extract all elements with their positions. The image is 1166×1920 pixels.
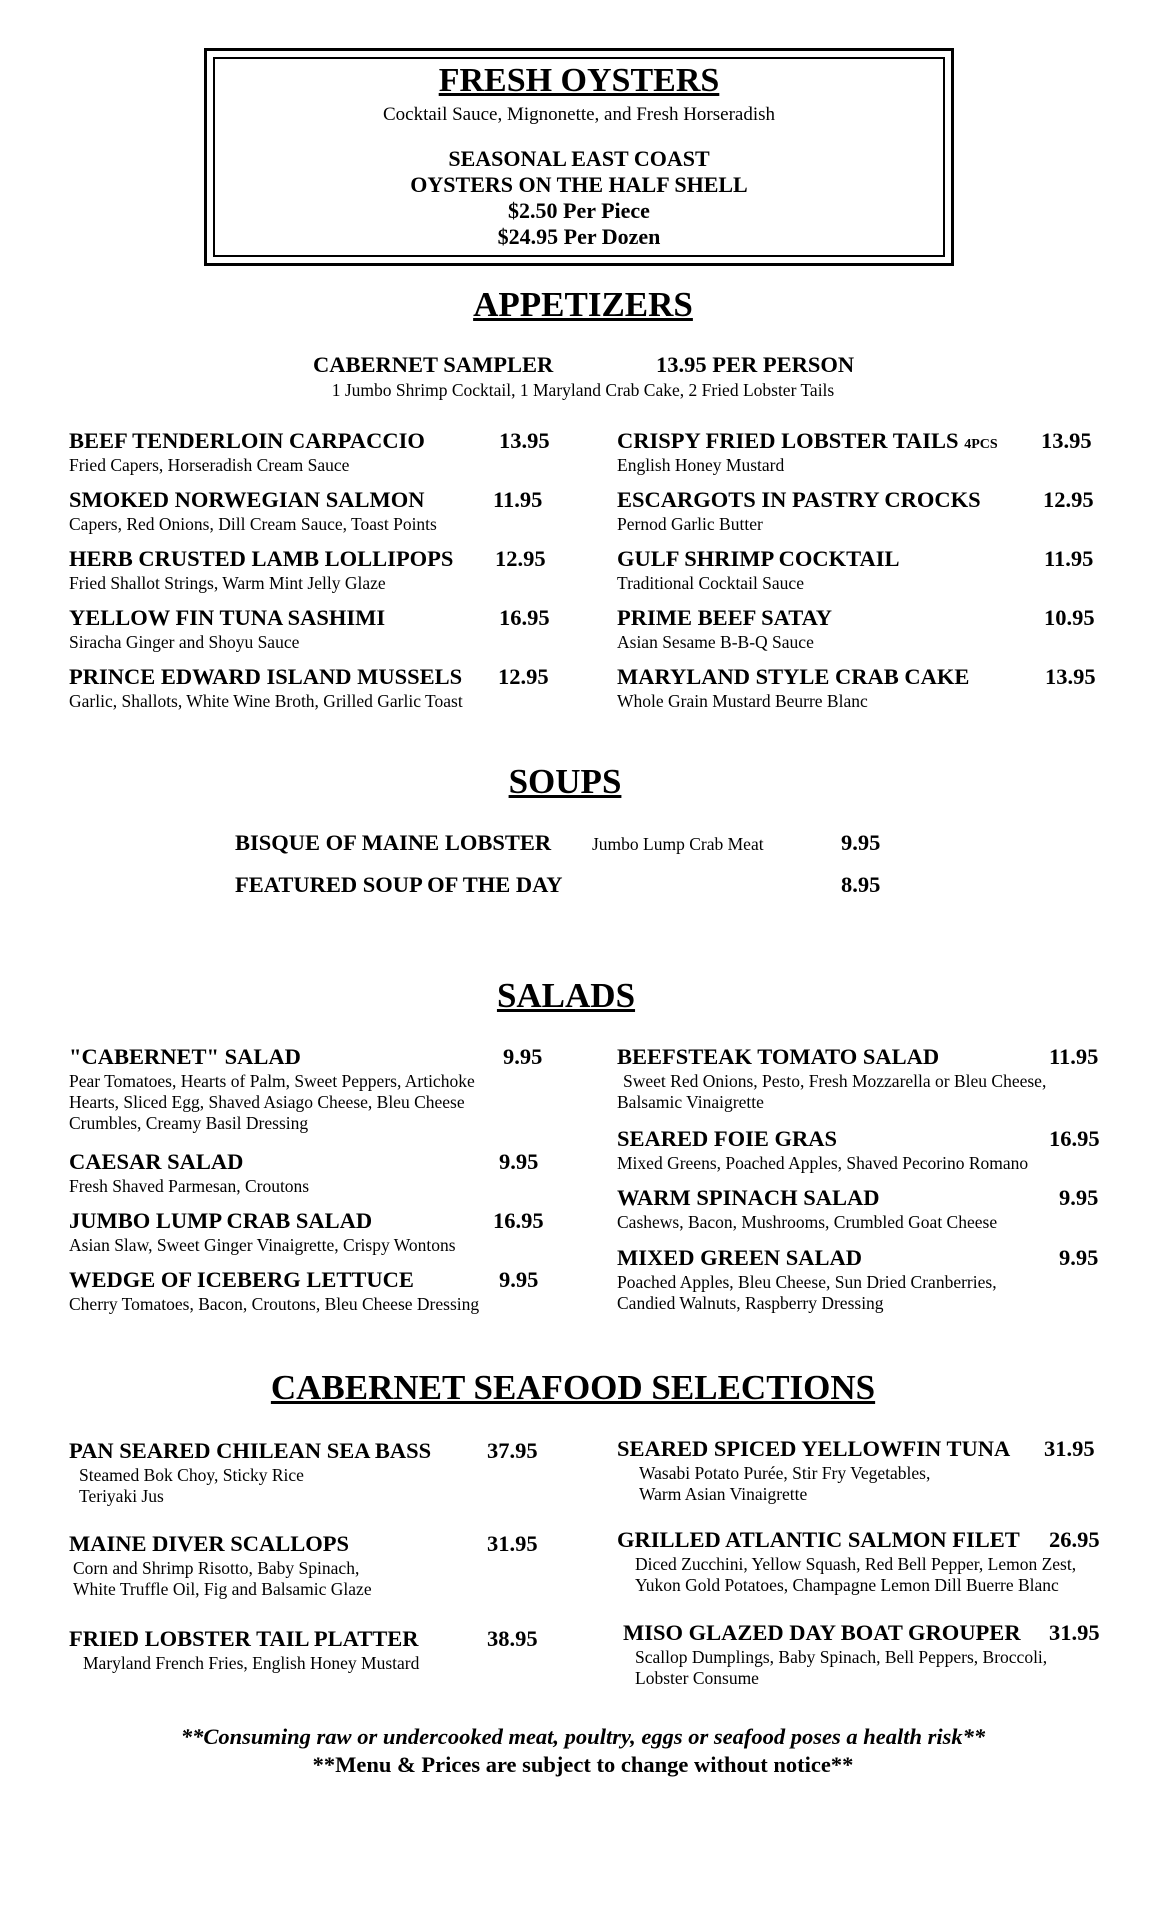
item-description: White Truffle Oil, Fig and Balsamic Glaze [73,1579,372,1599]
item-name: SEARED SPICED YELLOWFIN TUNA [617,1436,1011,1461]
item-description: English Honey Mustard [617,455,785,475]
item-name: SMOKED NORWEGIAN SALMON [69,487,425,512]
oysters-price-dozen: $24.95 Per Dozen [497,224,661,249]
sampler-price: 13.95 PER PERSON [656,352,855,377]
sampler-description: 1 Jumbo Shrimp Cocktail, 1 Maryland Crab Cake, 2 Fried Lobster Tails [331,380,835,400]
item-description: Hearts, Sliced Egg, Shaved Asiago Cheese, Bleu Cheese [69,1092,465,1112]
item-price: 9.95 [499,1149,539,1174]
item-description: Balsamic Vinaigrette [617,1092,764,1112]
item-description: Crumbles, Creamy Basil Dressing [69,1113,309,1133]
oysters-line2: OYSTERS ON THE HALF SHELL [410,172,748,197]
item-price: 38.95 [487,1626,538,1651]
item-description: Garlic, Shallots, White Wine Broth, Grilled Garlic Toast [69,691,463,711]
item-price: 9.95 [1059,1185,1099,1210]
item-price: 13.95 [1045,664,1096,689]
item-price: 12.95 [498,664,549,689]
item-price: 9.95 [1059,1245,1099,1270]
item-description: Fried Capers, Horseradish Cream Sauce [69,455,350,475]
item-description: Cashews, Bacon, Mushrooms, Crumbled Goat Cheese [617,1212,998,1232]
item-description: Candied Walnuts, Raspberry Dressing [617,1293,884,1313]
soup-price: 9.95 [841,830,881,855]
item-price: 13.95 [499,428,550,453]
oysters-title: FRESH OYSTERS [438,62,720,99]
item-name: HERB CRUSTED LAMB LOLLIPOPS [69,546,454,571]
item-description: Cherry Tomatoes, Bacon, Croutons, Bleu Cheese Dressing [69,1294,480,1314]
item-description: Maryland French Fries, English Honey Mustard [83,1653,420,1673]
salads-title: SALADS [496,976,636,1015]
item-price: 10.95 [1044,605,1095,630]
item-price: 16.95 [1049,1126,1100,1151]
item-price: 11.95 [493,487,543,512]
item-description: Asian Slaw, Sweet Ginger Vinaigrette, Crispy Wontons [69,1235,456,1255]
item-description: Whole Grain Mustard Beurre Blanc [617,691,868,711]
item-name: GRILLED ATLANTIC SALMON FILET [617,1527,1020,1552]
item-name: "CABERNET" SALAD [69,1044,301,1069]
item-description: Siracha Ginger and Shoyu Sauce [69,632,300,652]
item-description: Diced Zucchini, Yellow Squash, Red Bell Pepper, Lemon Zest, [635,1554,1077,1574]
soup-name: FEATURED SOUP OF THE DAY [235,872,563,897]
appetizers-title: APPETIZERS [473,285,693,324]
item-description: Fried Shallot Strings, Warm Mint Jelly Glaze [69,573,386,593]
sampler-name: CABERNET SAMPLER [313,352,554,377]
item-price: 11.95 [1049,1044,1099,1069]
soup-description: Jumbo Lump Crab Meat [592,834,764,854]
item-price: 9.95 [503,1044,543,1069]
item-description: Mixed Greens, Poached Apples, Shaved Pecorino Romano [617,1153,1029,1173]
seafood-title: CABERNET SEAFOOD SELECTIONS [270,1368,876,1407]
item-price: 31.95 [487,1531,538,1556]
health-warning: **Consuming raw or undercooked meat, poultry, eggs or seafood poses a health risk** [180,1724,986,1749]
item-description: Poached Apples, Bleu Cheese, Sun Dried Cranberries, [617,1272,997,1292]
item-name: CAESAR SALAD [69,1149,244,1174]
item-description: Wasabi Potato Purée, Stir Fry Vegetables, [639,1463,931,1483]
item-name: MIXED GREEN SALAD [617,1245,863,1270]
item-name: PAN SEARED CHILEAN SEA BASS [69,1438,432,1463]
price-notice: **Menu & Prices are subject to change without notice** [312,1752,854,1777]
item-description: Yukon Gold Potatoes, Champagne Lemon Dill Buerre Blanc [635,1575,1059,1595]
item-description: Asian Sesame B-B-Q Sauce [617,632,814,652]
item-description: Capers, Red Onions, Dill Cream Sauce, Toast Points [69,514,437,534]
soup-name: BISQUE OF MAINE LOBSTER [235,830,552,855]
item-description: Sweet Red Onions, Pesto, Fresh Mozzarella or Bleu Cheese, [623,1071,1047,1091]
item-description: Traditional Cocktail Sauce [617,573,804,593]
item-name: WARM SPINACH SALAD [617,1185,880,1210]
item-description: Scallop Dumplings, Baby Spinach, Bell Peppers, Broccoli, [635,1647,1048,1667]
item-name: YELLOW FIN TUNA SASHIMI [69,605,386,630]
item-name: PRIME BEEF SATAY [617,605,833,630]
soups-title: SOUPS [508,762,622,801]
item-price: 16.95 [493,1208,544,1233]
item-price: 12.95 [1043,487,1094,512]
item-name: WEDGE OF ICEBERG LETTUCE [69,1267,414,1292]
item-description: Fresh Shaved Parmesan, Croutons [69,1176,310,1196]
item-description: Warm Asian Vinaigrette [639,1484,808,1504]
item-name [617,428,998,454]
item-price: 13.95 [1041,428,1092,453]
soup-price: 8.95 [841,872,881,897]
item-name: MAINE DIVER SCALLOPS [69,1531,350,1556]
item-price: 11.95 [1044,546,1094,571]
item-description: Teriyaki Jus [79,1486,164,1506]
item-description: Corn and Shrimp Risotto, Baby Spinach, [73,1558,360,1578]
item-price: 9.95 [499,1267,539,1292]
item-price: 26.95 [1049,1527,1100,1552]
item-name: MARYLAND STYLE CRAB CAKE [617,664,970,689]
item-description: Pear Tomatoes, Hearts of Palm, Sweet Peppers, Artichoke [69,1071,475,1091]
item-name: GULF SHRIMP COCKTAIL [617,546,900,571]
item-name: SEARED FOIE GRAS [617,1126,838,1151]
item-price: 31.95 [1049,1620,1100,1645]
item-description: Steamed Bok Choy, Sticky Rice [79,1465,304,1485]
item-description: Lobster Consume [635,1668,759,1688]
item-price: 37.95 [487,1438,538,1463]
item-name: MISO GLAZED DAY BOAT GROUPER [623,1620,1021,1645]
oysters-line1: SEASONAL EAST COAST [448,146,710,171]
item-name: ESCARGOTS IN PASTRY CROCKS [617,487,981,512]
item-name: PRINCE EDWARD ISLAND MUSSELS [69,664,463,689]
item-portion-tag: 4PCS [964,437,998,452]
item-name: BEEF TENDERLOIN CARPACCIO [69,428,425,453]
item-name: JUMBO LUMP CRAB SALAD [69,1208,373,1233]
oysters-subtitle: Cocktail Sauce, Mignonette, and Fresh Horseradish [382,104,776,125]
item-name: BEEFSTEAK TOMATO SALAD [617,1044,940,1069]
item-name-text: CRISPY FRIED LOBSTER TAILS [617,428,959,453]
oysters-price-piece: $2.50 Per Piece [508,198,650,223]
item-description: Pernod Garlic Butter [617,514,763,534]
item-price: 12.95 [495,546,546,571]
item-price: 31.95 [1044,1436,1095,1461]
item-name: FRIED LOBSTER TAIL PLATTER [69,1626,419,1651]
item-price: 16.95 [499,605,550,630]
